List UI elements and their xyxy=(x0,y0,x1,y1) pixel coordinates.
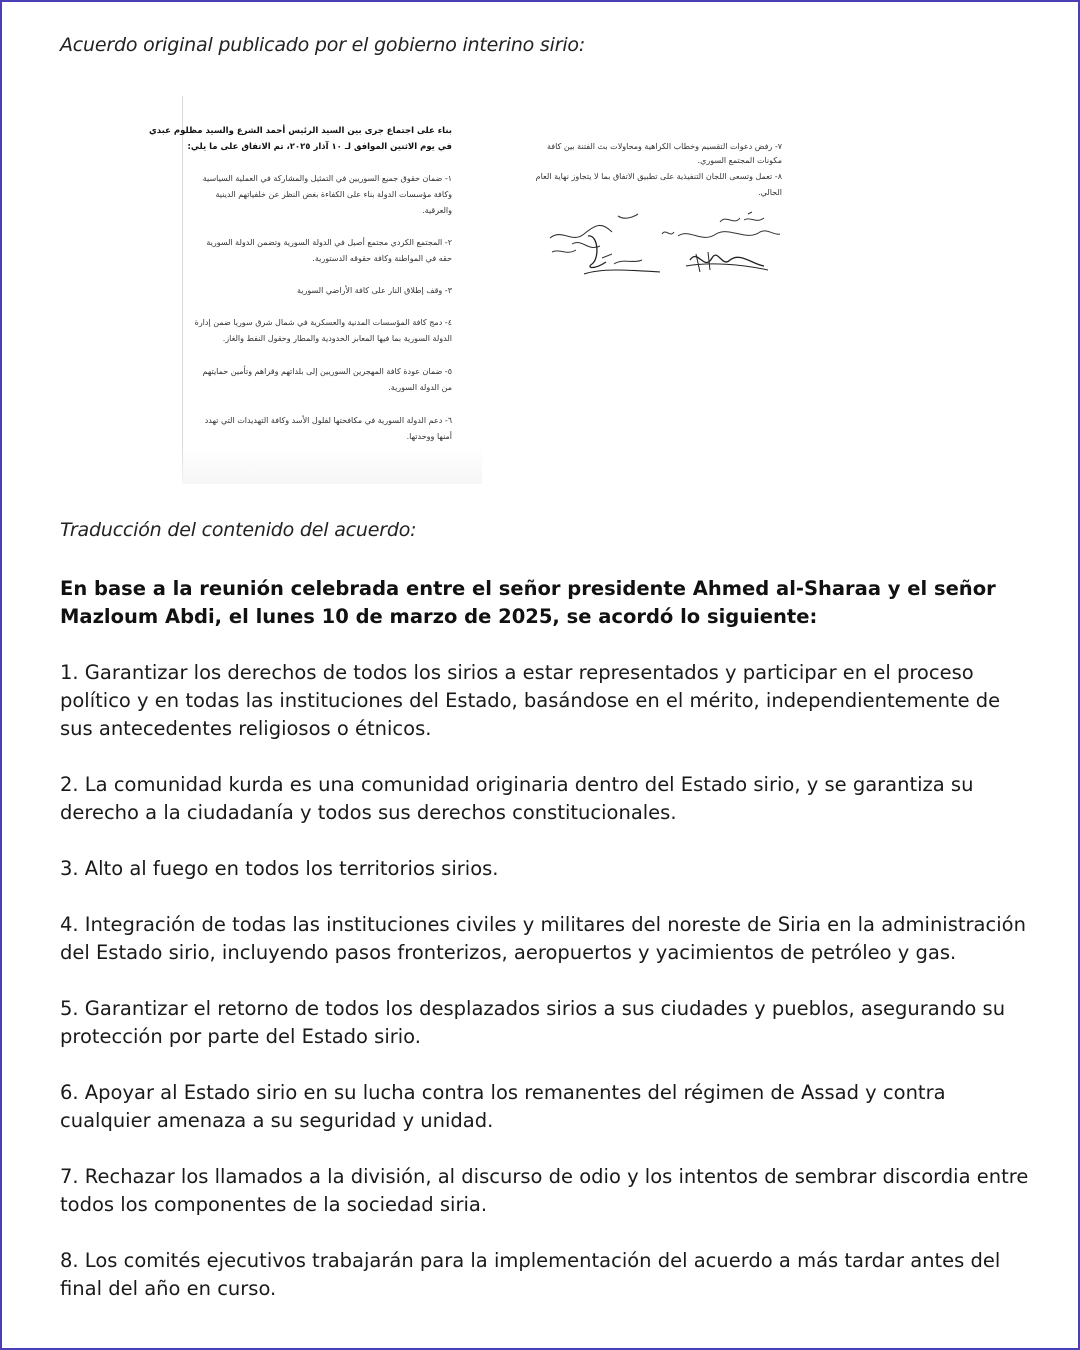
signature-left xyxy=(542,208,672,280)
doc-point-1-line-1: ١- ضمان حقوق جميع السوريين في التمثيل والمشاركة في العملية السياسية xyxy=(202,174,452,183)
agreement-point-7: 7. Rechazar los llamados a la división, al discurso de odio y los intentos de sembrar discordia entre todos los componentes de la sociedad siria. xyxy=(60,1165,1029,1216)
agreement-point-4: 4. Integración de todas las instituciones civiles y militares del noreste de Siria en la administración del Estado sirio, incluyendo pasos fronterizos, aeropuertos y yacimientos de petróleo y gas. xyxy=(60,913,1026,964)
agreement-point-8: 8. Los comités ejecutivos trabajarán para la implementación del acuerdo a más tardar antes del final del año en curso. xyxy=(60,1249,1001,1300)
agreement-point-1: 1. Garantizar los derechos de todos los sirios a estar representados y participar en el proceso político y en todas las instituciones del Estado, basándose en el mérito, independientemente de sus antecedentes religiosos o étnicos. xyxy=(60,661,1001,740)
doc-point-1-line-2: وكافة مؤسسات الدولة بناء على الكفاءة بغض النظر عن خلفياتهم الدينية xyxy=(215,190,452,199)
original-agreement-caption: Acuerdo original publicado por el gobierno interino sirio: xyxy=(60,34,586,56)
doc-point-5-line-2: من الدولة السورية. xyxy=(388,383,452,392)
doc-header-line-1: بناء على اجتماع جرى بين السيد الرئيس أحمد الشرع والسيد مظلوم عبدي xyxy=(148,126,452,136)
doc-point-7-line-2: مكونات المجتمع السوري. xyxy=(697,156,782,165)
doc-point-2-line-2: حقه في المواطنة وكافة حقوقه الدستورية. xyxy=(312,254,452,263)
doc-point-1-line-3: والعرقية. xyxy=(422,206,452,215)
doc-point-4-line-1: ٤- دمج كافة المؤسسات المدنية والعسكرية في شمال شرق سوريا ضمن إدارة xyxy=(194,318,452,327)
image-bottom-shading xyxy=(182,446,482,484)
doc-point-4-line-2: الدولة السورية بما فيها المعابر الحدودية والمطار وحقول النفط والغاز. xyxy=(222,334,452,343)
doc-point-8-line-2: الحالي. xyxy=(758,188,782,197)
agreement-document-image xyxy=(148,96,782,484)
agreement-heading: En base a la reunión celebrada entre el señor presidente Ahmed al-Sharaa y el señor Mazloum Abdi, el lunes 10 de marzo de 2025, se acordó lo siguiente: xyxy=(60,577,996,628)
doc-point-6-line-2: أمنها ووحدتها. xyxy=(406,432,452,441)
agreement-point-2: 2. La comunidad kurda es una comunidad originaria dentro del Estado sirio, y se garantiza su derecho a la ciudadanía y todos sus derechos constitucionales. xyxy=(60,773,974,824)
doc-point-7-line-1: ٧- رفض دعوات التقسيم وخطاب الكراهية ومحاولات بث الفتنة بين كافة xyxy=(547,142,782,151)
image-edge xyxy=(182,96,183,484)
translation-caption: Traducción del contenido del acuerdo: xyxy=(60,519,417,541)
doc-point-3-line-1: ٣- وقف إطلاق النار على كافة الأراضي السورية xyxy=(297,286,452,295)
agreement-point-5: 5. Garantizar el retorno de todos los desplazados sirios a sus ciudades y pueblos, asegurando su protección por parte del Estado sirio. xyxy=(60,997,1006,1048)
doc-point-5-line-1: ٥- ضمان عودة كافة المهجرين السوريين إلى بلداتهم وقراهم وتأمين حمايتهم xyxy=(202,367,452,376)
agreement-point-3: 3. Alto al fuego en todos los territorios sirios. xyxy=(60,857,499,880)
doc-header-line-2: في يوم الاثنين الموافق لـ ١٠ آذار ٢٠٢٥، تم الاتفاق على ما يلي: xyxy=(187,142,452,152)
doc-point-2-line-1: ٢- المجتمع الكردي مجتمع أصيل في الدولة السورية وتضمن الدولة السورية xyxy=(206,238,452,247)
agreement-point-6: 6. Apoyar al Estado sirio en su lucha contra los remanentes del régimen de Assad y contra cualquier amenaza a su seguridad y unidad. xyxy=(60,1081,946,1132)
doc-point-6-line-1: ٦- دعم الدولة السورية في مكافحتها لفلول الأسد وكافة التهديدات التي تهدد xyxy=(204,416,452,425)
doc-point-8-line-1: ٨- تعمل وتسعى اللجان التنفيذية على تطبيق الاتفاق بما لا يتجاوز نهاية العام xyxy=(535,172,782,181)
signature-right xyxy=(660,208,782,280)
